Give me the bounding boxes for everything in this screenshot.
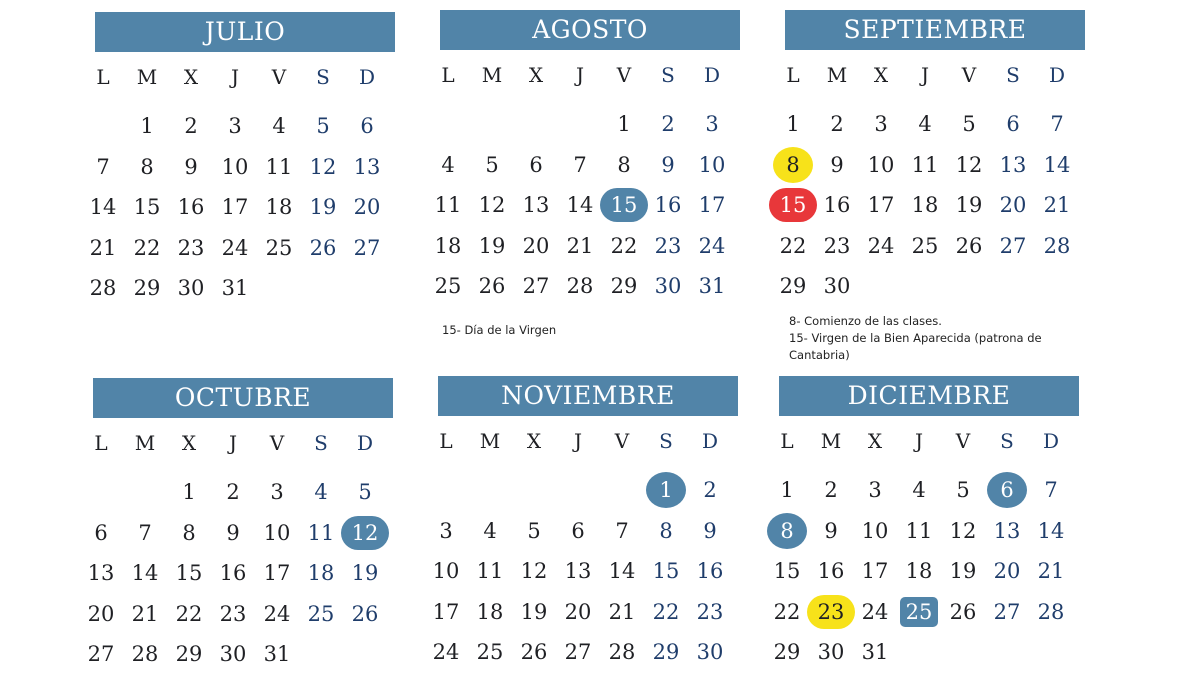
day-cell: 20 <box>353 195 381 219</box>
day-cell: 15 <box>779 193 807 217</box>
weekday-header: L <box>780 429 794 453</box>
weekday-header: X <box>526 429 542 453</box>
day-cell: 20 <box>564 599 592 624</box>
day-cell: 13 <box>993 518 1021 543</box>
day-cell: 28 <box>566 274 594 298</box>
day-cell: 13 <box>87 561 115 585</box>
day-cell: 9 <box>830 152 844 177</box>
day-cell: 23 <box>654 233 682 258</box>
weekday-header: V <box>961 63 977 87</box>
day-cell: 4 <box>441 152 455 177</box>
day-cell: 25 <box>307 601 335 626</box>
day-cell: 28 <box>608 640 636 664</box>
day-cell: 30 <box>817 640 845 664</box>
weekday-header: V <box>271 65 287 89</box>
day-cell: 2 <box>824 478 838 502</box>
month-noviembre <box>432 376 738 664</box>
day-cell: 16 <box>823 193 851 217</box>
day-cell: 22 <box>779 233 807 258</box>
day-cell: 12 <box>955 152 983 177</box>
weekday-header: S <box>659 429 673 453</box>
weekday-header: J <box>920 63 930 87</box>
weekday-header: V <box>269 431 285 455</box>
day-cell: 16 <box>219 561 247 585</box>
day-cell: 10 <box>432 559 460 583</box>
day-cell: 1 <box>617 112 631 136</box>
day-cell: 19 <box>478 233 506 258</box>
day-cell: 3 <box>868 478 882 502</box>
day-cell: 3 <box>270 480 284 504</box>
day-cell: 4 <box>912 478 926 502</box>
month-julio <box>89 12 395 300</box>
day-cell: 18 <box>905 559 933 583</box>
day-cell: 18 <box>911 193 939 217</box>
weekday-header: V <box>955 429 971 453</box>
day-cell: 22 <box>773 599 801 624</box>
day-cell: 17 <box>263 561 291 585</box>
day-cell: 17 <box>432 599 460 624</box>
day-cell: 6 <box>571 518 585 543</box>
day-cell: 27 <box>999 233 1027 258</box>
day-cell: 29 <box>779 274 807 298</box>
day-cell: 1 <box>659 478 673 502</box>
day-cell: 10 <box>867 152 895 177</box>
day-cell: 5 <box>527 518 541 543</box>
day-cell: 10 <box>861 518 889 543</box>
day-cell: 11 <box>905 518 933 543</box>
weekday-header: J <box>575 63 585 87</box>
day-cell: 9 <box>184 154 198 179</box>
day-cell: 7 <box>615 518 629 543</box>
day-cell: 29 <box>652 640 680 664</box>
day-cell: 21 <box>1043 193 1071 217</box>
day-cell: 18 <box>476 599 504 624</box>
day-cell: 29 <box>773 640 801 664</box>
day-cell: 2 <box>184 114 198 138</box>
month-title: JULIO <box>95 12 395 52</box>
day-cell: 25 <box>905 599 933 624</box>
day-cell: 9 <box>661 152 675 177</box>
day-cell: 15 <box>175 561 203 585</box>
day-cell: 30 <box>219 642 247 666</box>
day-cell: 27 <box>522 274 550 298</box>
day-cell: 25 <box>911 233 939 258</box>
day-cell: 10 <box>221 154 249 179</box>
day-cell: 23 <box>177 235 205 260</box>
weekday-header: S <box>661 63 675 87</box>
day-cell: 30 <box>654 274 682 298</box>
month-title: DICIEMBRE <box>779 376 1079 416</box>
day-cell: 24 <box>861 599 889 624</box>
month-agosto <box>434 10 740 298</box>
day-cell: 15 <box>652 559 680 583</box>
day-cell: 29 <box>175 642 203 666</box>
day-cell: 18 <box>265 195 293 219</box>
day-cell: 19 <box>351 561 379 585</box>
day-cell: 25 <box>476 640 504 664</box>
day-cell: 24 <box>432 640 460 664</box>
weekday-header: X <box>528 63 544 87</box>
day-cell: 3 <box>228 114 242 138</box>
weekday-header: X <box>867 429 883 453</box>
day-cell: 6 <box>1000 478 1014 502</box>
day-cell: 22 <box>133 235 161 260</box>
day-cell: 1 <box>182 480 196 504</box>
day-cell: 27 <box>87 642 115 666</box>
month-diciembre <box>773 376 1079 664</box>
weekday-header: S <box>1006 63 1020 87</box>
day-cell: 6 <box>94 520 108 545</box>
day-cell: 9 <box>824 518 838 543</box>
weekday-header: D <box>356 431 374 455</box>
day-cell: 20 <box>999 193 1027 217</box>
day-cell: 5 <box>962 112 976 136</box>
month-title: OCTUBRE <box>93 378 393 418</box>
day-cell: 11 <box>476 559 504 583</box>
day-cell: 15 <box>133 195 161 219</box>
day-cell: 28 <box>1037 599 1065 624</box>
day-cell: 16 <box>817 559 845 583</box>
day-cell: 23 <box>696 599 724 624</box>
day-cell: 5 <box>485 152 499 177</box>
weekday-header: X <box>873 63 889 87</box>
day-cell: 30 <box>177 276 205 300</box>
day-cell: 19 <box>309 195 337 219</box>
day-cell: 27 <box>993 599 1021 624</box>
month-title: SEPTIEMBRE <box>785 10 1085 50</box>
day-cell: 2 <box>661 112 675 136</box>
day-cell: 13 <box>999 152 1027 177</box>
day-cell: 26 <box>478 274 506 298</box>
day-cell: 4 <box>272 114 286 138</box>
weekday-header: V <box>616 63 632 87</box>
day-cell: 23 <box>823 233 851 258</box>
day-cell: 31 <box>698 274 726 298</box>
day-cell: 24 <box>221 235 249 260</box>
day-cell: 14 <box>89 195 117 219</box>
day-cell: 13 <box>522 193 550 217</box>
day-cell: 21 <box>89 235 117 260</box>
day-cell: 15 <box>610 193 638 217</box>
note-septiembre-virgen: 15- Virgen de la Bien Aparecida (patrona de Cantabria) <box>789 331 1042 362</box>
weekday-header: J <box>573 429 583 453</box>
day-cell: 14 <box>1043 152 1071 177</box>
weekday-header: M <box>134 431 156 455</box>
day-cell: 17 <box>861 559 889 583</box>
day-cell: 11 <box>265 154 293 179</box>
day-cell: 17 <box>221 195 249 219</box>
weekday-header: D <box>358 65 376 89</box>
day-cell: 14 <box>131 561 159 585</box>
weekday-header: J <box>230 65 240 89</box>
day-cell: 8 <box>786 152 800 177</box>
day-cell: 5 <box>316 114 330 138</box>
day-cell: 12 <box>351 520 379 545</box>
day-cell: 7 <box>138 520 152 545</box>
weekday-header: M <box>820 429 842 453</box>
day-cell: 8 <box>659 518 673 543</box>
day-cell: 25 <box>265 235 293 260</box>
day-cell: 28 <box>131 642 159 666</box>
day-cell: 14 <box>1037 518 1065 543</box>
month-title: AGOSTO <box>440 10 740 50</box>
day-cell: 19 <box>955 193 983 217</box>
day-cell: 9 <box>703 518 717 543</box>
day-cell: 14 <box>566 193 594 217</box>
day-cell: 11 <box>307 520 335 545</box>
day-cell: 31 <box>263 642 291 666</box>
day-cell: 2 <box>703 478 717 502</box>
day-cell: 6 <box>529 152 543 177</box>
day-cell: 8 <box>140 154 154 179</box>
day-cell: 5 <box>358 480 372 504</box>
day-cell: 31 <box>861 640 889 664</box>
day-cell: 22 <box>175 601 203 626</box>
day-cell: 24 <box>263 601 291 626</box>
day-cell: 22 <box>610 233 638 258</box>
day-cell: 8 <box>617 152 631 177</box>
day-cell: 26 <box>949 599 977 624</box>
weekday-header: D <box>701 429 719 453</box>
day-cell: 2 <box>830 112 844 136</box>
day-cell: 24 <box>698 233 726 258</box>
day-cell: 13 <box>353 154 381 179</box>
month-title: NOVIEMBRE <box>438 376 738 416</box>
day-cell: 26 <box>351 601 379 626</box>
month-octubre <box>87 378 393 666</box>
day-cell: 6 <box>360 114 374 138</box>
day-cell: 13 <box>564 559 592 583</box>
day-cell: 5 <box>956 478 970 502</box>
day-cell: 31 <box>221 276 249 300</box>
day-cell: 12 <box>309 154 337 179</box>
day-cell: 11 <box>434 193 462 217</box>
day-cell: 12 <box>949 518 977 543</box>
day-cell: 4 <box>314 480 328 504</box>
day-cell: 29 <box>610 274 638 298</box>
day-cell: 17 <box>867 193 895 217</box>
day-cell: 30 <box>823 274 851 298</box>
day-cell: 28 <box>89 276 117 300</box>
day-cell: 3 <box>705 112 719 136</box>
weekday-header: D <box>703 63 721 87</box>
weekday-header: D <box>1042 429 1060 453</box>
day-cell: 29 <box>133 276 161 300</box>
day-cell: 26 <box>309 235 337 260</box>
weekday-header: M <box>479 429 501 453</box>
weekday-header: L <box>94 431 108 455</box>
day-cell: 20 <box>522 233 550 258</box>
day-cell: 16 <box>654 193 682 217</box>
weekday-header: L <box>96 65 110 89</box>
day-cell: 4 <box>918 112 932 136</box>
day-cell: 23 <box>817 599 845 624</box>
day-cell: 10 <box>698 152 726 177</box>
month-septiembre <box>779 10 1085 298</box>
day-cell: 15 <box>773 559 801 583</box>
weekday-header: S <box>316 65 330 89</box>
day-cell: 14 <box>608 559 636 583</box>
weekday-header: X <box>183 65 199 89</box>
day-cell: 10 <box>263 520 291 545</box>
day-cell: 21 <box>566 233 594 258</box>
day-cell: 17 <box>698 193 726 217</box>
day-cell: 4 <box>483 518 497 543</box>
day-cell: 25 <box>434 274 462 298</box>
day-cell: 19 <box>520 599 548 624</box>
day-cell: 26 <box>955 233 983 258</box>
day-cell: 7 <box>1044 478 1058 502</box>
day-cell: 6 <box>1006 112 1020 136</box>
weekday-header: S <box>314 431 328 455</box>
day-cell: 27 <box>564 640 592 664</box>
day-cell: 30 <box>696 640 724 664</box>
weekday-header: V <box>614 429 630 453</box>
day-cell: 3 <box>874 112 888 136</box>
day-cell: 24 <box>867 233 895 258</box>
weekday-header: M <box>826 63 848 87</box>
day-cell: 9 <box>226 520 240 545</box>
day-cell: 27 <box>353 235 381 260</box>
day-cell: 8 <box>780 518 794 543</box>
weekday-header: L <box>439 429 453 453</box>
weekday-header: X <box>181 431 197 455</box>
day-cell: 1 <box>786 112 800 136</box>
weekday-header: J <box>914 429 924 453</box>
weekday-header: J <box>228 431 238 455</box>
day-cell: 12 <box>520 559 548 583</box>
day-cell: 21 <box>131 601 159 626</box>
day-cell: 8 <box>182 520 196 545</box>
weekday-header: L <box>441 63 455 87</box>
note-septiembre-clases: 8- Comienzo de las clases. <box>789 314 942 328</box>
day-cell: 23 <box>219 601 247 626</box>
day-cell: 1 <box>140 114 154 138</box>
day-cell: 16 <box>177 195 205 219</box>
note-agosto: 15- Día de la Virgen <box>442 323 557 337</box>
weekday-header: S <box>1000 429 1014 453</box>
day-cell: 28 <box>1043 233 1071 258</box>
day-cell: 26 <box>520 640 548 664</box>
day-cell: 21 <box>608 599 636 624</box>
day-cell: 11 <box>911 152 939 177</box>
day-cell: 18 <box>434 233 462 258</box>
day-cell: 7 <box>1050 112 1064 136</box>
weekday-header: M <box>481 63 503 87</box>
weekday-header: D <box>1048 63 1066 87</box>
day-cell: 18 <box>307 561 335 585</box>
day-cell: 16 <box>696 559 724 583</box>
day-cell: 20 <box>87 601 115 626</box>
day-cell: 2 <box>226 480 240 504</box>
day-cell: 21 <box>1037 559 1065 583</box>
day-cell: 22 <box>652 599 680 624</box>
day-cell: 7 <box>96 154 110 179</box>
weekday-header: L <box>786 63 800 87</box>
day-cell: 1 <box>780 478 794 502</box>
day-cell: 12 <box>478 193 506 217</box>
day-cell: 7 <box>573 152 587 177</box>
day-cell: 19 <box>949 559 977 583</box>
day-cell: 3 <box>439 518 453 543</box>
weekday-header: M <box>136 65 158 89</box>
day-cell: 20 <box>993 559 1021 583</box>
